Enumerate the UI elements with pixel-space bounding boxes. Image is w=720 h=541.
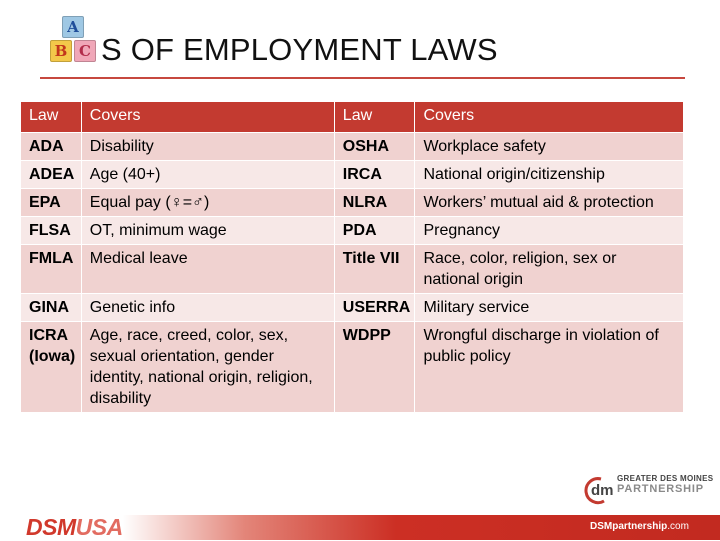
brand-usa: USA [75, 514, 123, 540]
law-name: Title VII [334, 245, 415, 294]
law-name: ICRA (Iowa) [21, 322, 82, 413]
partner-wordmark [617, 474, 713, 495]
table-row [21, 133, 684, 161]
website-bold: DSMpartnership [590, 521, 668, 532]
brand-dsm: DSM [26, 514, 76, 540]
block-c: C [74, 40, 96, 62]
table-row [21, 161, 684, 189]
title-divider [40, 77, 685, 79]
dsm-partnership-logo-icon [582, 473, 622, 505]
table-header-row [21, 102, 684, 133]
law-name: ADEA [21, 161, 82, 189]
law-coverage: Race, color, religion, sex or national origin [415, 245, 684, 294]
dsm-usa-logo [26, 513, 123, 541]
law-coverage: Age, race, creed, color, sex, sexual orientation, gender identity, national origin, religion, disability [81, 322, 334, 413]
law-coverage: Disability [81, 133, 334, 161]
header-covers: Covers [81, 102, 334, 133]
table-row [21, 245, 684, 294]
law-name: IRCA [334, 161, 415, 189]
header-covers: Covers [415, 102, 684, 133]
law-name: ADA [21, 133, 82, 161]
law-name: OSHA [334, 133, 415, 161]
header-law: Law [334, 102, 415, 133]
table-row [21, 322, 684, 413]
law-name: PDA [334, 217, 415, 245]
law-coverage: Medical leave [81, 245, 334, 294]
svg-text:dm: dm [591, 482, 614, 499]
law-coverage: Workers’ mutual aid & protection [415, 189, 684, 217]
block-a: A [62, 16, 84, 38]
block-b: B [50, 40, 72, 62]
table-row [21, 217, 684, 245]
law-name: FLSA [21, 217, 82, 245]
law-name: EPA [21, 189, 82, 217]
law-coverage: Age (40+) [81, 161, 334, 189]
header-law: Law [21, 102, 82, 133]
abc-blocks-icon [46, 14, 106, 68]
law-coverage: Genetic info [81, 294, 334, 322]
law-coverage: OT, minimum wage [81, 217, 334, 245]
law-coverage: Workplace safety [415, 133, 684, 161]
law-name: GINA [21, 294, 82, 322]
law-name: NLRA [334, 189, 415, 217]
partner-line-1: GREATER DES MOINES [617, 474, 714, 483]
law-coverage: Equal pay (♀=♂) [81, 189, 334, 217]
table-row [21, 294, 684, 322]
employment-laws-table [20, 101, 684, 413]
website-suffix: .com [667, 521, 689, 532]
law-name: FMLA [21, 245, 82, 294]
law-coverage: National origin/citizenship [415, 161, 684, 189]
table-row [21, 189, 684, 217]
partner-line-2: PARTNERSHIP [617, 483, 704, 495]
website-link[interactable] [590, 520, 689, 534]
law-name: USERRA [334, 294, 415, 322]
page-title: S OF EMPLOYMENT LAWS [101, 32, 498, 67]
law-coverage: Wrongful discharge in violation of public policy [415, 322, 684, 413]
law-coverage: Pregnancy [415, 217, 684, 245]
law-name: WDPP [334, 322, 415, 413]
law-coverage: Military service [415, 294, 684, 322]
